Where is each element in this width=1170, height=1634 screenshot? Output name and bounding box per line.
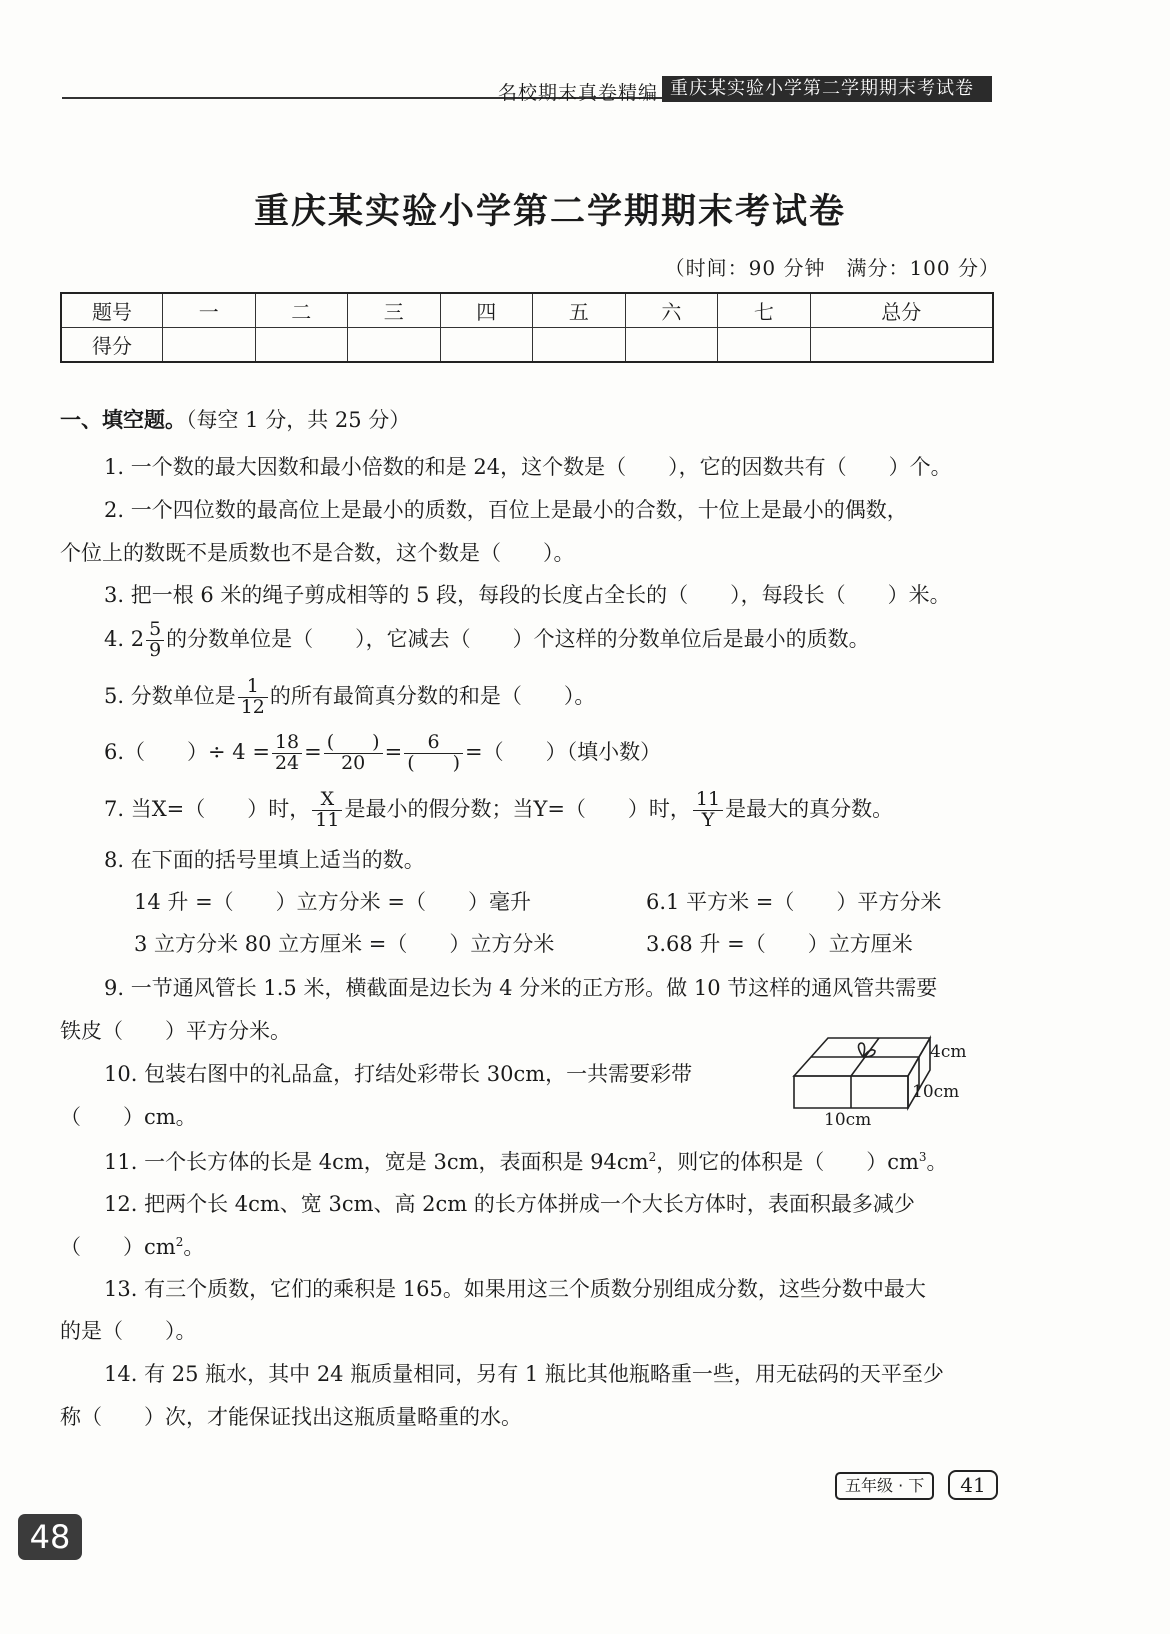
question-8-title: 8. 在下面的括号里填上适当的数。 (104, 848, 425, 872)
q6-equals: = (384, 739, 403, 764)
score-table (60, 292, 994, 363)
q6-equals: = (304, 739, 322, 764)
box-height-label: 4cm (930, 1042, 967, 1062)
question-10-line-1: 10. 包装右图中的礼品盒，打结处彩带长 30cm，一共需要彩带 (104, 1062, 693, 1086)
q6-fraction-3 (404, 733, 463, 774)
question-8b: 6.1 平方米 =（ ）平方分米 (646, 890, 942, 914)
q6-f1-denominator: 24 (274, 751, 300, 774)
score-cell[interactable] (533, 328, 626, 363)
score-cell[interactable] (163, 328, 256, 363)
question-8d: 3.68 升 =（ ）立方厘米 (646, 932, 913, 956)
q5-rest: 的所有最简真分数的和是（ ）。 (269, 683, 596, 708)
q7-prefix: 7. 当X=（ ）时， (104, 796, 311, 821)
q11-sup-2: 3 (918, 1150, 927, 1164)
question-2-line-2: 个位上的数既不是质数也不是合数，这个数是（ ）。 (60, 541, 575, 565)
question-2-line-1: 2. 一个四位数的最高位上是最小的质数，百位上是最小的合数，十位上是最小的偶数， (104, 498, 908, 522)
score-cell[interactable] (348, 328, 441, 363)
score-value-row (61, 328, 993, 363)
exam-meta: （时间：90 分钟 满分：100 分） (664, 256, 1000, 280)
question-8a: 14 升 =（ ）立方分米 =（ ）毫升 (134, 890, 531, 914)
q11-sup-1: 2 (648, 1150, 657, 1164)
score-header-row (61, 293, 993, 328)
q11-end: 。 (926, 1150, 948, 1174)
q11-mid: ，则它的体积是（ ）cm (656, 1150, 919, 1174)
question-9-line-2: 铁皮（ ）平方分米。 (60, 1019, 291, 1043)
question-4 (104, 620, 870, 661)
q7-f2-numerator: 11 (693, 790, 723, 811)
series-label: 名校期末真卷精编 (498, 82, 659, 104)
q7-f1-numerator: X (312, 790, 342, 811)
question-7 (104, 790, 893, 831)
score-header-cell: 二 (255, 293, 348, 328)
q6-f3-denominator: ( ) (407, 751, 461, 774)
question-1: 1. 一个数的最大因数和最小倍数的和是 24，这个数是（ ），它的因数共有（ ）个。 (104, 455, 952, 479)
q6-rest: =（ ）（填小数） (465, 739, 662, 764)
q6-f2-numerator: ( ) (324, 733, 383, 754)
score-header-cell: 五 (533, 293, 626, 328)
grade-label: 五年级 · 下 (835, 1472, 934, 1500)
q4-prefix: 4. 2 (104, 626, 145, 651)
score-cell[interactable] (440, 328, 533, 363)
q7-f2-denominator: Y (701, 808, 715, 831)
question-13-line-1: 13. 有三个质数，它们的乘积是 165。如果用这三个质数分别组成分数，这些分数中最大 (104, 1277, 926, 1301)
q6-prefix: 6.（ ）÷ 4 = (104, 739, 270, 764)
page-title: 重庆某实验小学第二学期期末考试卷 (253, 192, 846, 232)
q7-fraction-2 (693, 790, 723, 831)
q4-denominator: 9 (149, 638, 162, 661)
score-header-cell: 三 (348, 293, 441, 328)
image-index-badge: 48 (18, 1514, 82, 1560)
box-width-label: 10cm (912, 1082, 960, 1102)
score-header-cell: 总分 (810, 293, 993, 328)
question-11 (104, 1150, 948, 1175)
score-cell[interactable] (810, 328, 993, 363)
question-12-line-1: 12. 把两个长 4cm、宽 3cm、高 2cm 的长方体拼成一个大长方体时，表面积最多减少 (104, 1192, 915, 1216)
q7-f1-denominator: 11 (315, 808, 340, 831)
q6-f1-numerator: 18 (272, 733, 302, 754)
question-10-line-2: （ ）cm。 (60, 1105, 197, 1129)
question-3: 3. 把一根 6 米的绳子剪成相等的 5 段，每段的长度占全长的（ ），每段长（ ）米。 (104, 583, 951, 607)
question-9-line-1: 9. 一节通风管长 1.5 米，横截面是边长为 4 分米的正方形。做 10 节这样的通风管共需要 (104, 976, 938, 1000)
score-header-cell: 题号 (61, 293, 163, 328)
page-number: 41 (948, 1470, 998, 1500)
score-header-cell: 六 (625, 293, 718, 328)
score-header-cell: 四 (440, 293, 533, 328)
question-13-line-2: 的是（ ）。 (60, 1319, 197, 1343)
q5-numerator: 1 (238, 677, 268, 698)
q12-sup: 2 (175, 1235, 184, 1249)
q5-prefix: 5. 分数单位是 (104, 683, 236, 708)
question-6 (104, 733, 661, 774)
q5-fraction (238, 677, 268, 718)
q6-f2-denominator: 20 (341, 751, 366, 774)
q12-end: 。 (183, 1235, 205, 1259)
q7-rest: 是最大的真分数。 (725, 796, 894, 821)
q7-mid: 是最小的假分数；当Y=（ ）时， (344, 796, 691, 821)
question-12-line-2 (60, 1235, 204, 1260)
question-14-line-1: 14. 有 25 瓶水，其中 24 瓶质量相同，另有 1 瓶比其他瓶略重一些，用无砝码的天平至少 (104, 1362, 944, 1386)
q4-rest: 的分数单位是（ ），它减去（ ）个这样的分数单位后是最小的质数。 (166, 626, 870, 651)
score-cell[interactable] (625, 328, 718, 363)
score-header-cell: 一 (163, 293, 256, 328)
section-title: 一、填空题。 (60, 408, 186, 432)
q5-denominator: 12 (240, 695, 265, 718)
q6-fraction-2 (324, 733, 383, 774)
q7-fraction-1 (312, 790, 342, 831)
q11-text: 11. 一个长方体的长是 4cm，宽是 3cm，表面积是 94cm (104, 1150, 649, 1174)
q6-fraction-1 (272, 733, 302, 774)
section-heading (60, 408, 410, 433)
q4-fraction (146, 620, 164, 661)
q12-text: （ ）cm (60, 1235, 176, 1259)
question-5 (104, 677, 595, 718)
q6-f3-numerator: 6 (404, 733, 463, 754)
score-cell[interactable] (718, 328, 811, 363)
exam-banner: 重庆某实验小学第二学期期末考试卷 (662, 76, 992, 102)
question-8c: 3 立方分米 80 立方厘米 =（ ）立方分米 (134, 932, 555, 956)
question-14-line-2: 称（ ）次，才能保证找出这瓶质量略重的水。 (60, 1405, 522, 1429)
gift-box-figure (790, 1030, 990, 1130)
q4-numerator: 5 (146, 620, 164, 641)
section-note: （每空 1 分，共 25 分） (186, 408, 411, 432)
score-header-cell: 七 (718, 293, 811, 328)
box-length-label: 10cm (824, 1110, 872, 1130)
score-cell[interactable] (255, 328, 348, 363)
score-row-label: 得分 (61, 328, 163, 363)
